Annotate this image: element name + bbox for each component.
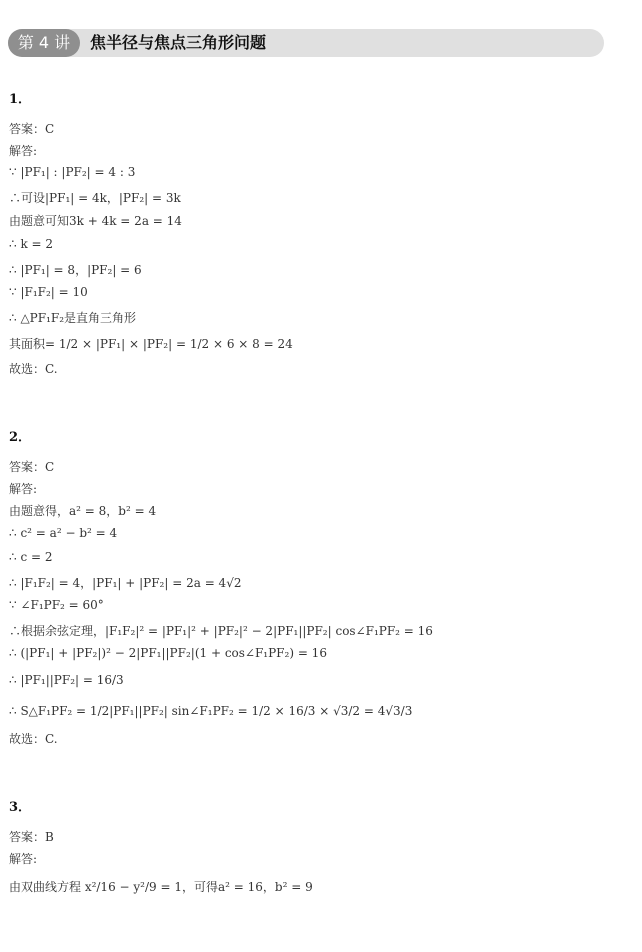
- problem-1-answer: 答案：C: [9, 122, 55, 136]
- problem-3-solution-label: 解答:: [9, 852, 38, 866]
- solution-line: ∴ △PF₁F₂是直角三角形: [9, 311, 137, 325]
- solution-line: 故选：C.: [9, 732, 58, 746]
- solution-line: ∴根据余弦定理，|F₁F₂|² = |PF₁|² + |PF₂|² − 2|PF₁||PF₂| cos∠F₁PF₂ = 16: [9, 624, 433, 638]
- solution-line: ∴可设|PF₁| = 4k，|PF₂| = 3k: [9, 191, 181, 205]
- problem-2-solution-label: 解答:: [9, 482, 38, 496]
- solution-line: ∴ k = 2: [9, 237, 54, 251]
- problem-2-answer: 答案：C: [9, 460, 55, 474]
- solution-line: ∴ |F₁F₂| = 4，|PF₁| + |PF₂| = 2a = 4√2: [9, 576, 242, 590]
- solution-line: 由题意得，a² = 8，b² = 4: [9, 504, 157, 518]
- solution-line: 其面积= 1/2 × |PF₁| × |PF₂| = 1/2 × 6 × 8 = 24: [9, 337, 293, 351]
- solution-line: ∴ c² = a² − b² = 4: [9, 526, 118, 540]
- solution-line: ∵ |PF₁| : |PF₂| = 4 : 3: [9, 165, 136, 179]
- solution-line: ∴ c = 2: [9, 550, 53, 564]
- solution-line: 由双曲线方程 x²/16 − y²/9 = 1，可得a² = 16，b² = 9: [9, 880, 313, 894]
- solution-line: 故选：C.: [9, 362, 58, 376]
- solution-line: 由题意可知3k + 4k = 2a = 14: [9, 214, 182, 228]
- solution-line: ∴ |PF₁||PF₂| = 16/3: [9, 673, 124, 687]
- lesson-badge: 第 4 讲: [8, 29, 80, 57]
- solution-line: ∵ ∠F₁PF₂ = 60°: [9, 598, 104, 612]
- lesson-title: 焦半径与焦点三角形问题: [90, 33, 267, 52]
- problem-1-solution-label: 解答:: [9, 144, 38, 158]
- problem-1-number: 1．: [9, 92, 32, 107]
- problem-2-number: 2．: [9, 430, 32, 445]
- solution-line: ∴ (|PF₁| + |PF₂|)² − 2|PF₁||PF₂|(1 + cos∠F₁PF₂) = 16: [9, 646, 327, 660]
- solution-line: ∴ S△F₁PF₂ = 1/2|PF₁||PF₂| sin∠F₁PF₂ = 1/2 × 16/3 × √3/2 = 4√3/3: [9, 704, 413, 718]
- problem-3-number: 3．: [9, 800, 32, 815]
- problem-3-answer: 答案：B: [9, 830, 54, 844]
- solution-line: ∴ |PF₁| = 8，|PF₂| = 6: [9, 263, 142, 277]
- solution-line: ∵ |F₁F₂| = 10: [9, 285, 88, 299]
- lesson-header: [8, 29, 604, 57]
